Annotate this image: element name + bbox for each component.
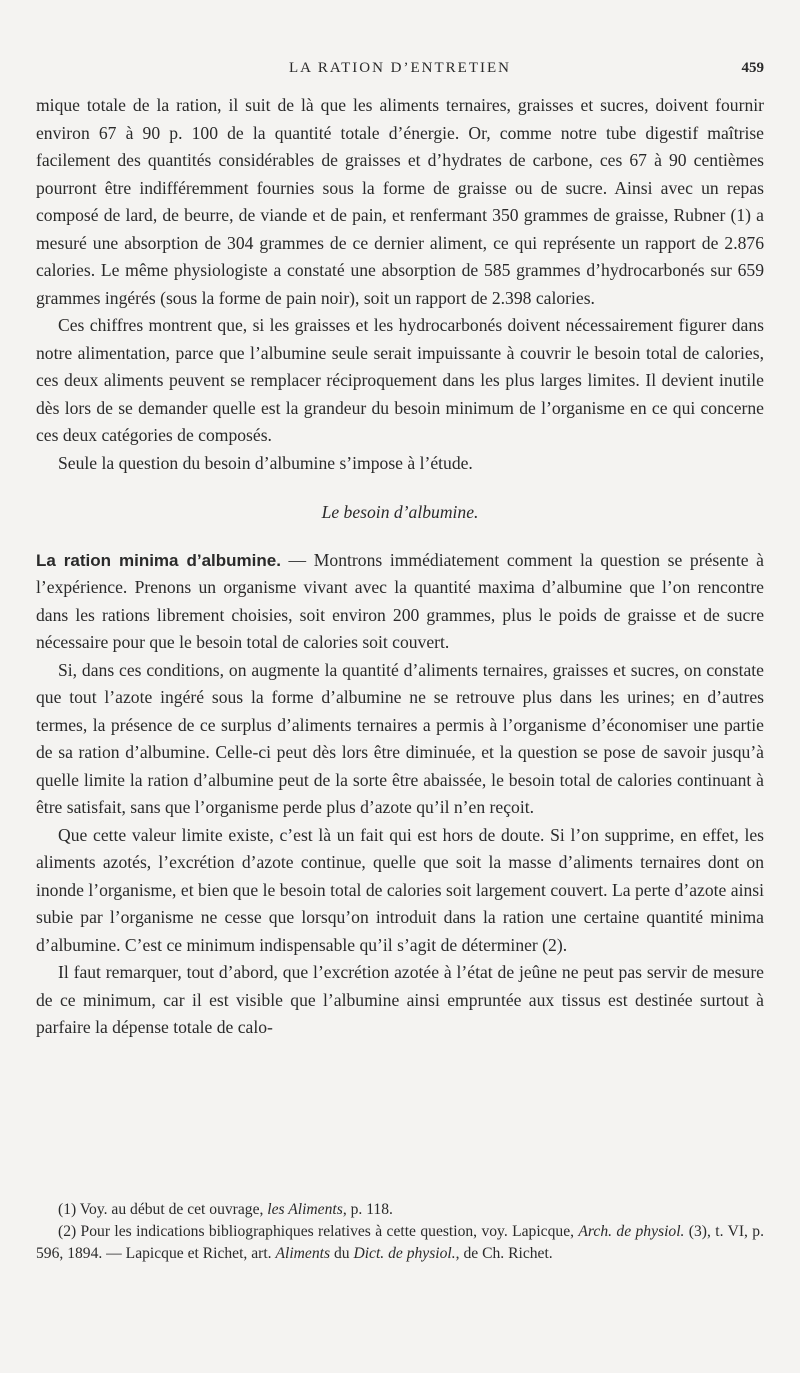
footnote-1 bbox=[36, 1199, 764, 1221]
running-title: LA RATION D’ENTRETIEN bbox=[289, 60, 511, 76]
footnote-2 bbox=[36, 1221, 764, 1265]
paragraph-5: Si, dans ces conditions, on augmente la quantité d’aliments ternaires, graisses et sucres, on constate que tout l’azote ingéré sous la forme d’albumine ne se retrouve plus dans les urines; en d’autres termes, la présence de ce surplus d’aliments ternaires a permis à l’organisme d’économiser une partie de sa ration d’albumine. Celle-ci peut dès lors être diminuée, et la question se pose de savoir jusqu’à quelle limite la ration d’albumine peut de la sorte être abaissée, le besoin total de calories continuant à être satisfait, sans que l’organisme perde plus d’azote qu’il n’en reçoit. bbox=[36, 659, 764, 817]
footnote-2-author: , de Ch. Richet. bbox=[455, 1245, 553, 1262]
page-number: 459 bbox=[741, 60, 764, 76]
section-paragraph bbox=[36, 547, 764, 657]
paragraph-1: mique totale de la ration, il suit de là que les aliments ternaires, graisses et sucres, doivent fournir environ 67 à 90 p. 100 de la quantité totale d’énergie. Or, comme notre tube digestif maîtrise facilement des quantités considérables de graisses et d’hydrates de carbone, ces 67 à 90 centièmes pourront être indifféremment fournies sous la forme de graisse ou de sucre. Ainsi avec un repas composé de lard, de beurre, de viande et de pain, et renfermant 350 grammes de graisse, Rubner (1) a mesuré une absorption de 304 grammes de ce dernier aliment, ce qui représente un rapport de 2.876 calories. Le même physiologiste a constaté une absorption de 585 grammes d’hydrocarbonés sur 659 grammes ingérés (sous la forme de pain noir), soit un rapport de 2.398 calories. bbox=[36, 95, 764, 308]
main-text bbox=[36, 92, 764, 1042]
paragraph-6: Que cette valeur limite existe, c’est là un fait qui est hors de doute. Si l’on supprime, en effet, les aliments azotés, l’excrétion d’azote continue, quelle que soit la masse d’aliments ternaires dont on inonde l’organisme, et bien que le besoin total de calories soit largement couvert. La perte d’azote ainsi subie par l’organisme ne cesse que lorsqu’on introduit dans la ration une certaine quantité minima d’albumine. C’est ce minimum indispensable qu’il s’agit de déterminer (2). bbox=[36, 824, 764, 955]
footnote-2-text: (2) Pour les indications bibliographiques relatives à cette question, voy. Lapicque, bbox=[58, 1223, 579, 1240]
footnote-2-ref: (3), t. VI, p. 596, 1894. — Lapicque et Richet, art. bbox=[36, 1223, 765, 1262]
paragraph-3: Seule la question du besoin d’albumine s’impose à l’étude. bbox=[58, 452, 473, 473]
section-text: — Montrons immédiatement comment la question se présente à l’expérience. Prenons un organisme vivant avec la quantité maxima d’albumine que l’on rencontre dans les rations librement choisies, soit environ 200 grammes, plus le poids de graisse et de sucre nécessaire pour que le besoin total de calories soit couvert. bbox=[36, 549, 764, 652]
footnotes bbox=[36, 1199, 764, 1265]
footnote-2-du: du bbox=[330, 1245, 354, 1262]
paragraph-7: Il faut remarquer, tout d’abord, que l’excrétion azotée à l’état de jeûne ne peut pas servir de mesure de ce minimum, car il est visible que l’albumine ainsi empruntée aux tissus est destinée surtout à parfaire la dépense totale de calo- bbox=[36, 962, 764, 1037]
footnote-2-article: Aliments bbox=[275, 1245, 331, 1262]
subheading: Le besoin d’albumine. bbox=[321, 502, 479, 522]
footnote-2-dict: Dict. de physiol. bbox=[353, 1245, 456, 1262]
page-header bbox=[36, 60, 764, 88]
section-title: La ration minima d’albumine. bbox=[36, 550, 281, 570]
paragraph-2: Ces chiffres montrent que, si les graisses et les hydrocarbonés doivent nécessairement figurer dans notre alimentation, parce que l’albumine seule serait impuissante à couvrir le besoin total de calories, ces deux aliments peuvent se remplacer réciproquement dans les plus larges limites. Il devient inutile dès lors de se demander quelle est la grandeur du besoin minimum de l’organisme en ce qui concerne ces deux catégories de composés. bbox=[36, 315, 764, 445]
footnote-2-journal: Arch. de physiol. bbox=[578, 1223, 685, 1240]
footnote-1-page: , p. 118. bbox=[342, 1201, 393, 1218]
footnote-1-text: (1) Voy. au début de cet ouvrage, bbox=[58, 1201, 268, 1218]
footnote-1-title: les Aliments bbox=[267, 1201, 343, 1218]
